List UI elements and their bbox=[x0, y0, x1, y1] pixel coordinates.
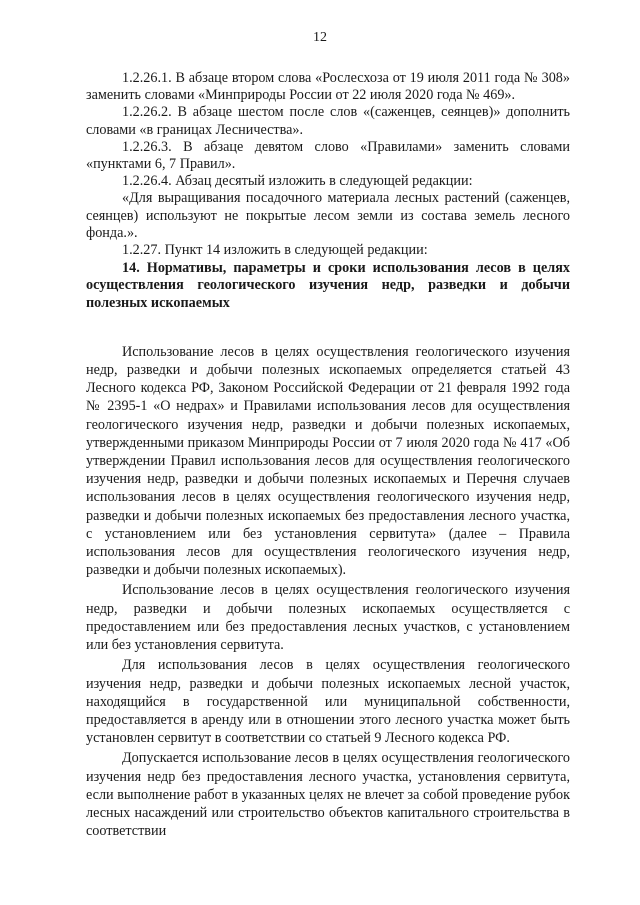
paragraph-1-2-26-1: 1.2.26.1. В абзаце втором слова «Рослесхоза от 19 июля 2011 года № 308» заменить словами «Минприроды России от 22 июля 2020 года № 469». bbox=[86, 70, 570, 104]
body-paragraph-2: Использование лесов в целях осуществления геологического изучения недр, разведки и добычи полезных ископаемых осуществляется с предоставлением или без предоставления лесных участков, с установлением или без установления сервитута. bbox=[86, 582, 570, 654]
paragraph-1-2-26-2: 1.2.26.2. В абзаце шестом после слов «(саженцев, сеянцев)» дополнить словами «в границах Лесничества». bbox=[86, 104, 570, 138]
section-heading: 14. Нормативы, параметры и сроки использования лесов в целях осуществления геологического изучения недр, разведки и добычи полезных ископаемых bbox=[86, 260, 570, 311]
body-paragraph-3: Для использования лесов в целях осуществления геологического изучения недр, разведки и добычи полезных ископаемых лесной участок, находящийся в государственной или муниципальной собственности, предоставляется в аренду или в отношении этого лесного участка может быть установлен сервитут в соответствии со статьей 9 Лесного кодекса РФ. bbox=[86, 657, 570, 747]
document-text bbox=[86, 70, 570, 842]
body-paragraph-4: Допускается использование лесов в целях осуществления геологического изучения недр без предоставления лесного участка, установления сервитута, если выполнение работ в указанных целях не влечет за собой проведение рубок лесных насаждений или строительство объектов капитального строительства в соответствии bbox=[86, 750, 570, 840]
paragraph-1-2-27: 1.2.27. Пункт 14 изложить в следующей редакции: bbox=[122, 242, 428, 259]
section-body bbox=[86, 343, 570, 840]
paragraph-1-2-26-4: 1.2.26.4. Абзац десятый изложить в следующей редакции: bbox=[122, 173, 473, 190]
body-paragraph-1: Использование лесов в целях осуществления геологического изучения недр, разведки и добычи полезных ископаемых определяется статьей 43 Лесного кодекса РФ, Законом Российской Федерации от 21 февраля 1992 года № 2395-1 «О недрах» и Правилами использования лесов для осуществления геологического изучения недр, разведки и добычи полезных ископаемых, утвержденными приказом Минприроды России от 7 июля 2020 года № 417 «Об утверждении Правил использования лесов для осуществления геологического изучения недр, разведки и добычи полезных ископаемых и Перечня случаев использования лесов в целях осуществления геологического изучения недр, разведки и добычи полезных ископаемых без предоставления лесного участка, с установлением или без установления сервитута» (далее – Правила использования лесов для осуществления геологического изучения недр, разведки и добычи полезных ископаемых). bbox=[86, 343, 570, 579]
paragraph-quote: «Для выращивания посадочного материала лесных растений (саженцев, сеянцев) используют не покрытые лесом земли из состава земель лесного фонда.». bbox=[86, 190, 570, 241]
paragraph-1-2-26-3: 1.2.26.3. В абзаце девятом слово «Правилами» заменить словами «пунктами 6, 7 Правил». bbox=[86, 138, 570, 173]
page-number: 12 bbox=[313, 30, 327, 45]
spacer bbox=[86, 312, 570, 343]
